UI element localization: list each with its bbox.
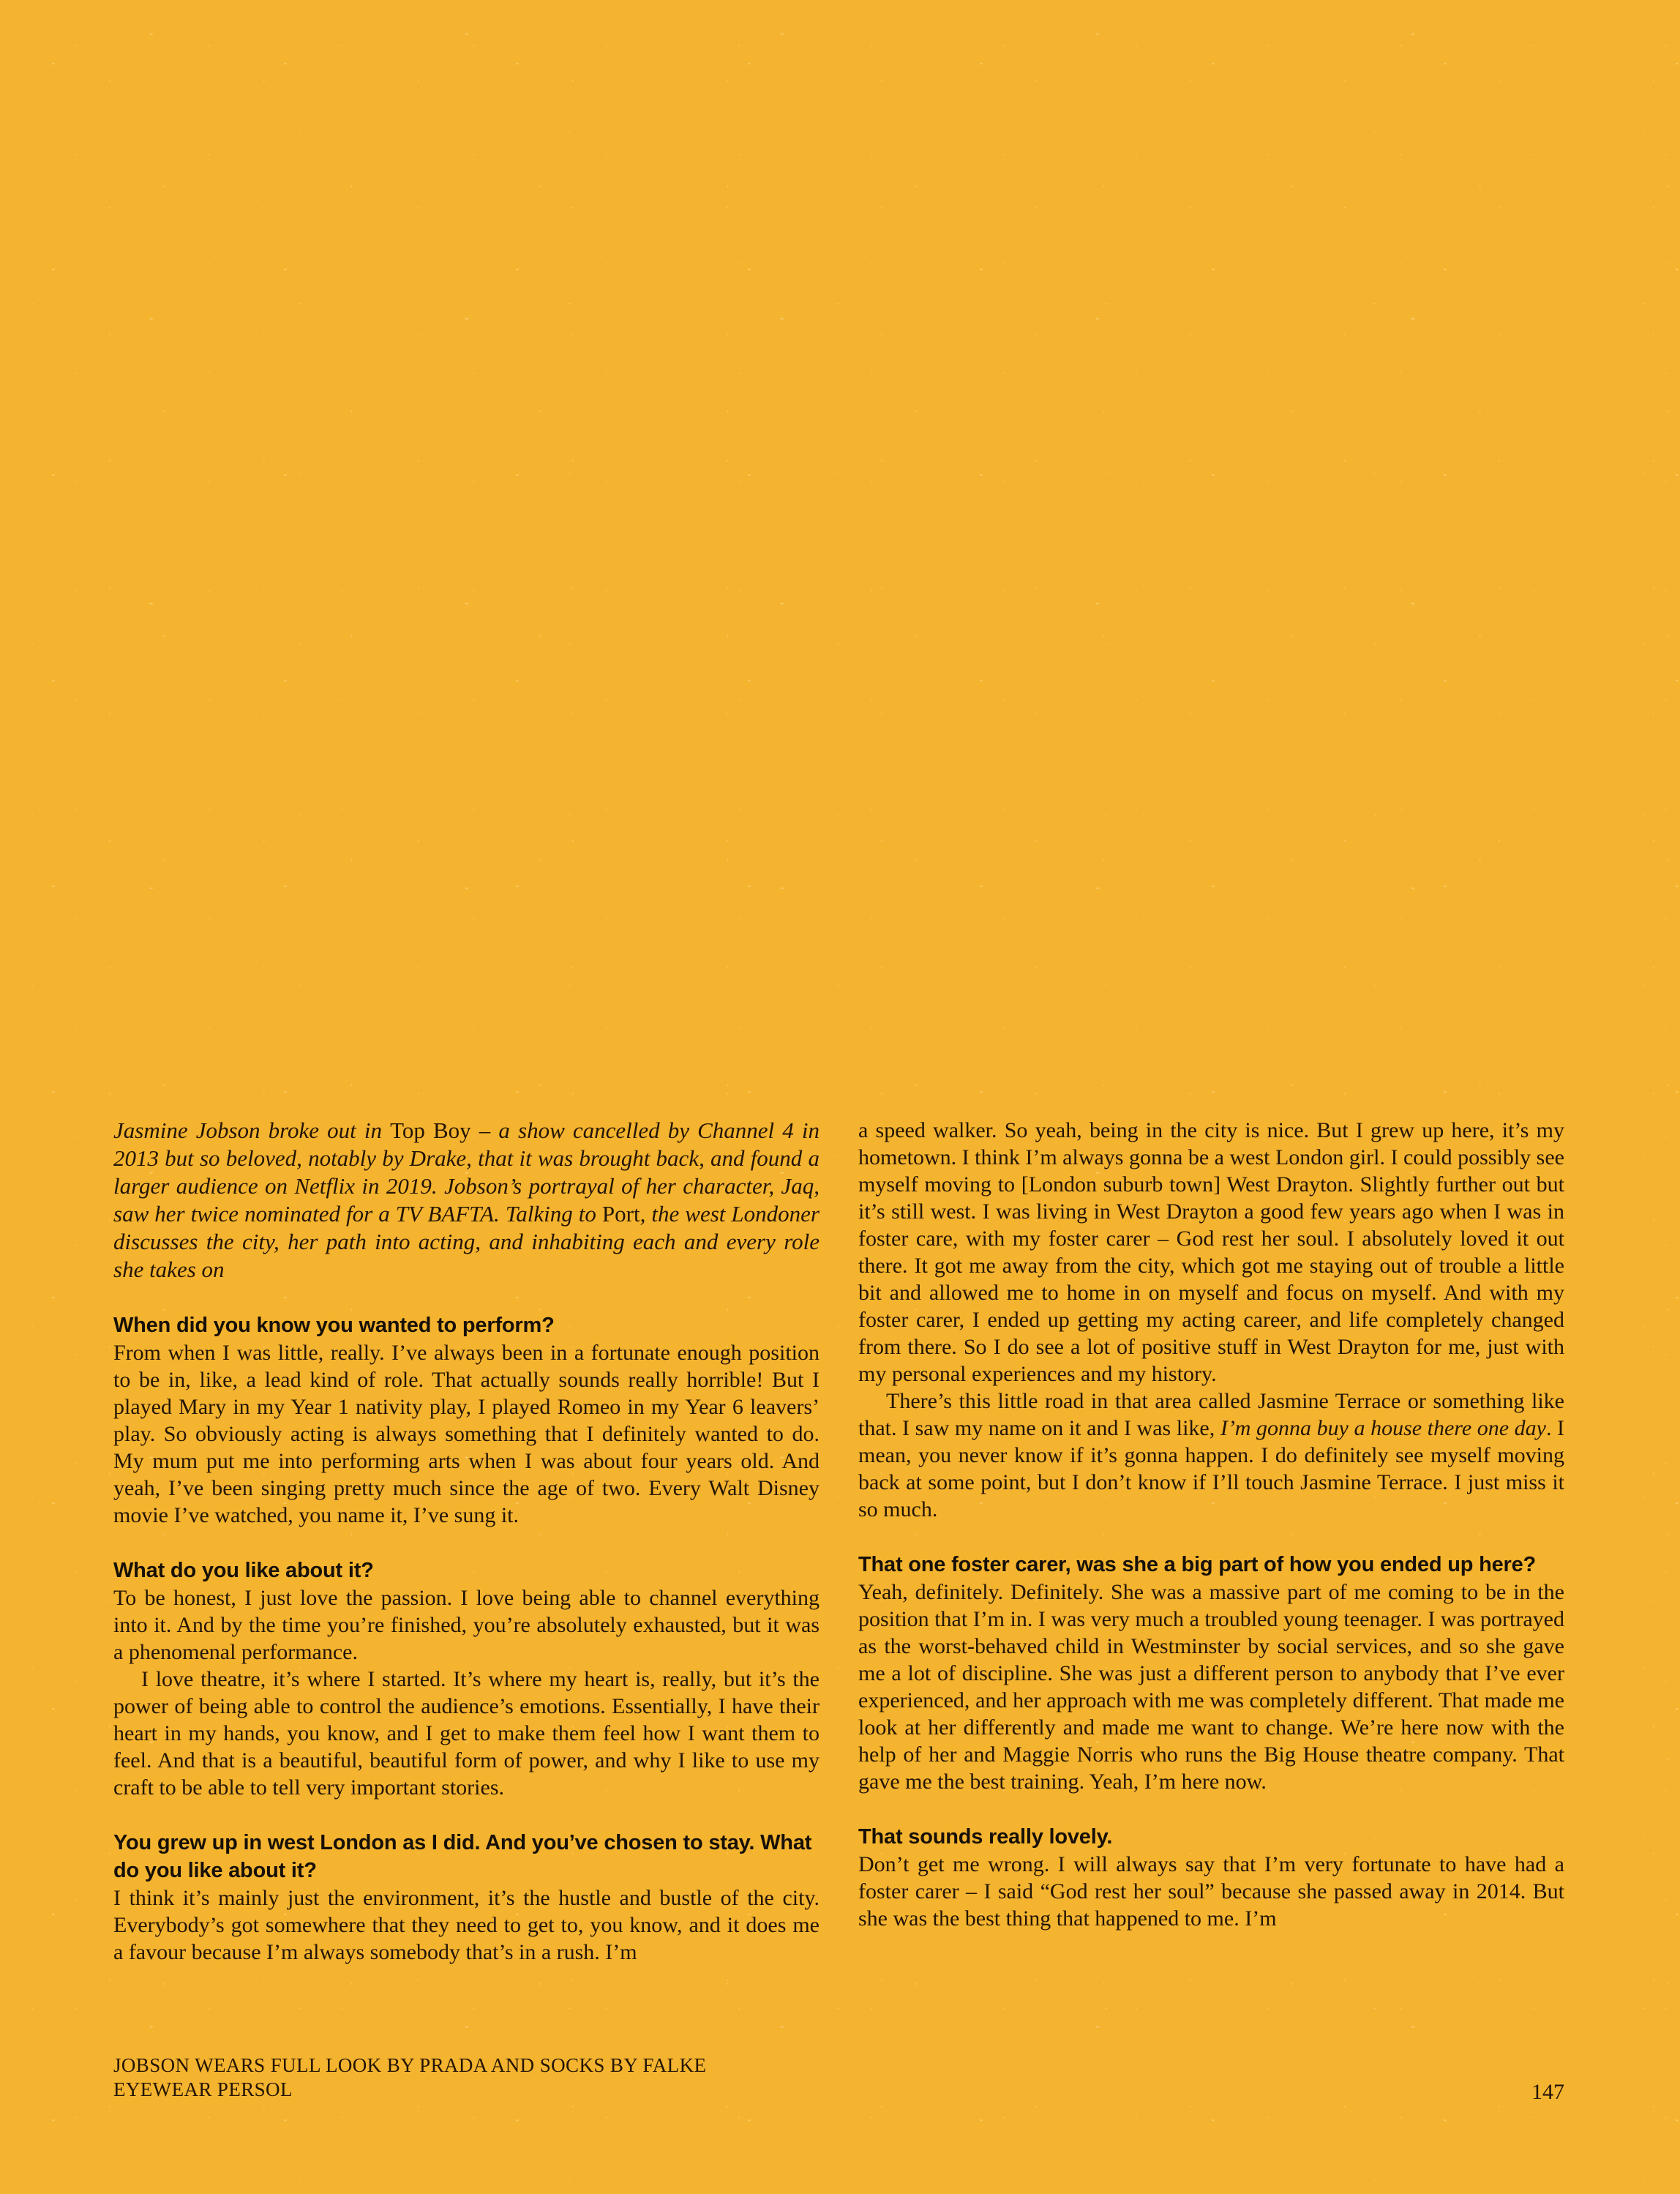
question-paragraph [858,1551,1564,1579]
intro-paragraph [113,1117,820,1284]
credit-line: JOBSON WEARS FULL LOOK BY PRADA AND SOCKS BY FALKE [113,2054,707,2076]
text-run: That one foster carer, was she a big part of how you ended up here? [858,1553,1537,1576]
interview-answer [113,1884,820,1966]
question-paragraph [113,1829,820,1884]
text-run: . I mean, you never know if it’s gonna happen. I do definitely see myself moving back at some point, but I don’t know if I’ll touch Jasmine Terrace. I just miss it so much. [858,1416,1564,1521]
fashion-credits [113,2053,706,2102]
interview-answer [113,1584,820,1801]
interview-question [113,1829,820,1884]
question-paragraph [113,1311,820,1339]
text-run: That sounds really lovely. [858,1825,1113,1849]
interview-answer [858,1579,1564,1795]
credit-line: EYEWEAR PERSOL [113,2078,293,2100]
text-run: What do you like about it? [113,1559,374,1582]
text-run: When did you know you wanted to perform? [113,1314,555,1337]
question-paragraph [113,1557,820,1584]
text-run: , the west Londoner discusses the city, her path into acting, and inhabiting each and every role she takes on [113,1201,820,1282]
answer-paragraph [113,1884,820,1966]
text-run: You grew up in west London as I did. And you’ve chosen to stay. What do you like about it? [113,1831,812,1882]
text-run: Jasmine Jobson broke out in [113,1117,391,1143]
article-intro [113,1117,820,1284]
interview-question [858,1551,1564,1579]
interview-question [113,1557,820,1584]
text-run: Top Boy [390,1117,471,1143]
answer-paragraph [113,1584,820,1666]
text-run: Don’t get me wrong. I will always say that I’m very fortunate to have had a foster carer – I said “God rest her soul” because she passed away in 2014. But she was the best thing that happened to me. I’m [858,1852,1564,1931]
interview-question [858,1823,1564,1851]
question-paragraph [858,1823,1564,1851]
answer-paragraph [113,1666,820,1801]
text-run: Port [601,1201,640,1227]
text-run: From when I was little, really. I’ve always been in a fortunate enough position to be in, like, a lead kind of role. That actually sounds really horrible! But I played Mary in my Year 1 nativity play, I played Romeo in my Year 6 leavers’ play. So obviously acting is always something that I definitely wanted to do. My mum put me into performing arts when I was about four years old. And yeah, I’ve been singing pretty much since the age of two. Every Walt Disney movie I’ve watched, you name it, I’ve sung it. [113,1341,820,1527]
text-run: – a show cancelled by Channel 4 in 2013 but so beloved, notably by Drake, that it was brought back, and found a larger audience on Netflix in 2019. Jobson’s portrayal of her character, Jaq, saw her twice nominated for a TV BAFTA. Talking to [113,1117,820,1227]
answer-paragraph [858,1388,1564,1523]
answer-paragraph [858,1851,1564,1932]
text-run: There’s this little road in that area called Jasmine Terrace or something like that. I saw my name on it and I was like, [858,1389,1564,1440]
answer-paragraph [113,1339,820,1529]
text-run: I think it’s mainly just the environment, it’s the hustle and bustle of the city. Everybody’s got somewhere that they need to get to, you know, and it does me a favour because I’m always somebody that’s in a rush. I’m [113,1886,820,1964]
text-run: I love theatre, it’s where I started. It’s where my heart is, really, but it’s the power of being able to control the audience’s emotions. Essentially, I have their heart in my hands, you know, and I get to make them feel how I want them to feel. And that is a beautiful, beautiful form of power, and why I like to use my craft to be able to tell very important stories. [113,1667,820,1800]
interview-answer [113,1339,820,1529]
interview-answer [858,1117,1564,1523]
answer-paragraph [858,1579,1564,1795]
page-number: 147 [1531,2080,1564,2104]
interview-question [113,1311,820,1339]
text-run: To be honest, I just love the passion. I love being able to channel everything into it. And by the time you’re finished, you’re absolutely exhausted, but it was a phenomenal performance. [113,1586,820,1664]
article-right-column [858,1117,1564,1932]
text-run: a speed walker. So yeah, being in the city is nice. But I grew up here, it’s my hometown. I think I’m always gonna be a west London girl. I could possibly see myself moving to [London suburb town] West Drayton. Slightly further out but it’s still west. I was living in West Drayton a good few years ago when I was in foster care, with my foster carer – God rest her soul. I absolutely loved it out there. It got me away from the city, which got me staying out of trouble a little bit and allowed me to home in on myself and focus on myself. And with my foster carer, I ended up getting my acting career, and life completely changed from there. So I do see a lot of positive stuff in West Drayton for me, just with my personal experiences and my history. [858,1118,1564,1386]
article-left-column [113,1117,820,1966]
text-run: Yeah, definitely. Definitely. She was a massive part of me coming to be in the position that I’m in. I was very much a troubled young teenager. I was portrayed as the worst-behaved child in Westminster by social services, and so she gave me a lot of discipline. She was just a different person to anybody that I’ve ever experienced, and her approach with me was completely different. That made me look at her differently and made me want to change. We’re here now with the help of her and Maggie Norris who runs the Big House theatre company. That gave me the best training. Yeah, I’m here now. [858,1580,1564,1794]
interview-answer [858,1851,1564,1932]
text-run: I’m gonna buy a house there one day [1220,1416,1546,1440]
answer-paragraph [858,1117,1564,1388]
